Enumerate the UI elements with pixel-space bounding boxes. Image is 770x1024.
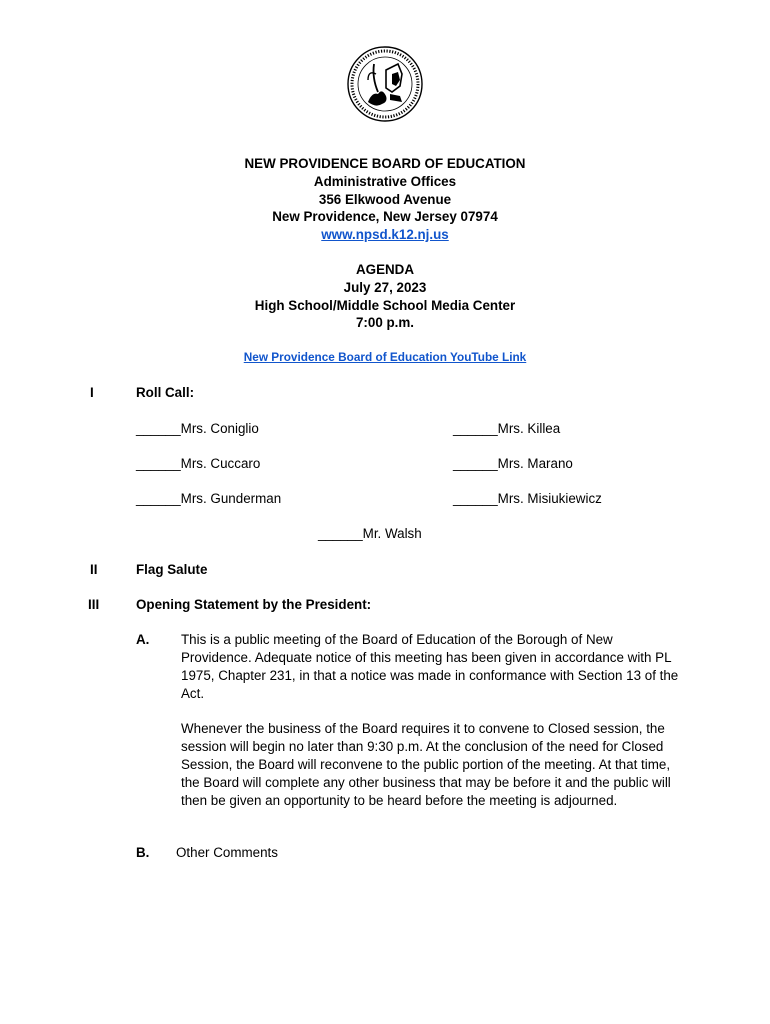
meeting-block <box>0 261 770 332</box>
roll-call-member: ______Mr. Walsh <box>318 526 422 541</box>
board-seal-logo <box>346 44 424 124</box>
section-num-ii: II <box>90 562 98 577</box>
agenda-title: AGENDA <box>355 262 415 277</box>
street-address: 356 Elkwood Avenue <box>318 191 452 207</box>
item-label-b: B. <box>136 845 150 860</box>
meeting-time: 7:00 p.m. <box>355 315 415 331</box>
section-num-i: I <box>90 385 94 400</box>
website-link[interactable]: www.npsd.k12.nj.us <box>321 227 449 243</box>
roll-call-member: ______Mrs. Marano <box>453 456 573 471</box>
roll-call-member: ______Mrs. Gunderman <box>136 491 282 506</box>
office-name: Administrative Offices <box>313 173 457 189</box>
other-comments: Other Comments <box>176 845 278 860</box>
section-title-flag-salute: Flag Salute <box>136 562 208 577</box>
opening-paragraph-1: This is a public meeting of the Board of Education of the Borough of New Providence. Adequate notice of this meeting has been given in accordance with PL 1975, Chapter 231, in that a notice was made in conformance with Section 13 of the Act. <box>181 632 679 701</box>
header-block <box>0 155 770 244</box>
section-title-opening: Opening Statement by the President: <box>136 597 372 612</box>
roll-call-member: ______Mrs. Cuccaro <box>136 456 261 471</box>
roll-call-member: ______Mrs. Coniglio <box>136 421 259 436</box>
org-name: NEW PROVIDENCE BOARD OF EDUCATION <box>244 156 526 171</box>
meeting-location: High School/Middle School Media Center <box>254 297 516 313</box>
item-label-a: A. <box>136 632 150 647</box>
roll-call-member: ______Mrs. Misiukiewicz <box>453 491 602 506</box>
roll-call-member: ______Mrs. Killea <box>453 421 561 436</box>
section-title-roll-call: Roll Call: <box>136 385 195 400</box>
youtube-link-line <box>0 350 770 364</box>
youtube-link[interactable]: New Providence Board of Education YouTube Link <box>243 350 527 364</box>
meeting-date: July 27, 2023 <box>343 279 427 295</box>
section-num-iii: III <box>88 597 100 612</box>
opening-paragraph-2: Whenever the business of the Board requires it to convene to Closed session, the session will begin no later than 9:30 p.m. At the conclusion of the need for Closed Session, the Board will reconvene to the public portion of the meeting. At that time, the Board will complete any other business that may be before it and the public will then be given an opportunity to be heard before the meeting is adjourned. <box>181 721 671 808</box>
city-address: New Providence, New Jersey 07974 <box>272 209 498 225</box>
